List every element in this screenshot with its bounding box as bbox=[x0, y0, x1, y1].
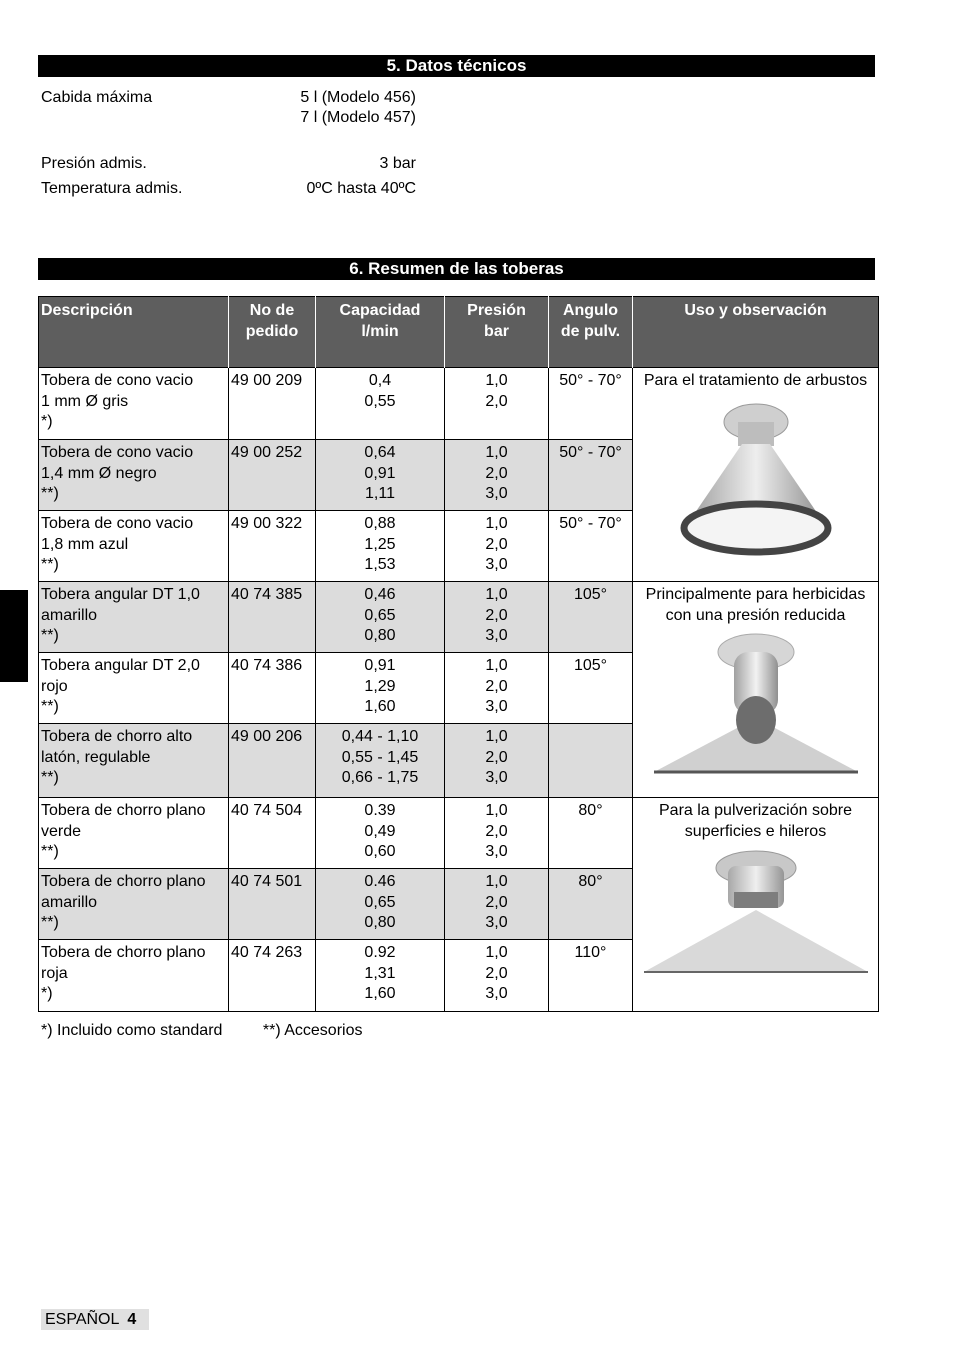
angular-nozzle-icon bbox=[646, 632, 866, 778]
cell-angle-line: 80° bbox=[578, 802, 603, 819]
cell-capacity-line: 0,66 - 1,75 bbox=[341, 769, 419, 786]
cell-angle bbox=[549, 440, 633, 511]
cell-pressure bbox=[445, 724, 549, 798]
cell-pressure-line: 1,0 bbox=[485, 586, 508, 603]
cell-capacity-line: 0,44 - 1,10 bbox=[341, 728, 419, 745]
cell-description-line: **) bbox=[41, 627, 59, 644]
cell-order-number-line: 49 00 322 bbox=[231, 515, 303, 532]
cell-capacity bbox=[316, 368, 445, 440]
cell-angle-line: 50° - 70° bbox=[559, 515, 622, 532]
cell-pressure-line: 1,0 bbox=[485, 802, 508, 819]
cell-order-number bbox=[229, 798, 316, 869]
cell-capacity-line: 1,11 bbox=[365, 485, 395, 502]
cell-order-number bbox=[229, 511, 316, 582]
cell-capacity bbox=[316, 440, 445, 511]
use-observation-text: Principalmente para herbicidas con una presión reducida bbox=[645, 586, 866, 624]
cell-pressure-line: 2,0 bbox=[485, 535, 508, 553]
cell-capacity bbox=[316, 869, 445, 940]
cell-pressure-line: 3,0 bbox=[485, 843, 508, 860]
cell-capacity-line: 1,53 bbox=[364, 556, 396, 573]
spec-value-capacity-456: 5 l (Modelo 456) bbox=[300, 89, 416, 106]
cell-capacity bbox=[316, 798, 445, 869]
cell-capacity-line: 1,29 bbox=[364, 677, 396, 695]
cell-capacity-line: 0,91 bbox=[364, 464, 396, 482]
cell-order-number-line: 40 74 501 bbox=[231, 873, 303, 890]
cell-pressure bbox=[445, 798, 549, 869]
cell-angle-line: 50° - 70° bbox=[559, 444, 622, 461]
cell-pressure-line: 3,0 bbox=[485, 914, 508, 931]
cell-capacity bbox=[316, 653, 445, 724]
cell-description-line: amarillo bbox=[41, 606, 98, 624]
header-pressure-text: Presión bar bbox=[467, 302, 526, 340]
cell-description-line: 1 mm Ø gris bbox=[41, 392, 129, 410]
footer-language: ESPAÑOL bbox=[45, 1311, 120, 1328]
header-capacity-text: Capacidad l/min bbox=[339, 302, 421, 340]
hollow-cone-nozzle-icon bbox=[676, 398, 836, 558]
cell-capacity-line: 0,49 bbox=[364, 822, 396, 840]
cell-pressure-line: 3,0 bbox=[485, 627, 508, 644]
spec-value-pressure: 3 bar bbox=[379, 155, 416, 172]
cell-pressure-line: 3,0 bbox=[485, 698, 508, 715]
cell-capacity-line: 0,4 bbox=[368, 372, 392, 389]
cell-pressure bbox=[445, 653, 549, 724]
cell-order-number bbox=[229, 582, 316, 653]
cell-pressure-line: 2,0 bbox=[485, 464, 508, 482]
cell-capacity-line: 0,80 bbox=[364, 914, 396, 931]
cell-pressure-line: 2,0 bbox=[485, 893, 508, 911]
cell-description-line: **) bbox=[41, 769, 59, 786]
cell-description-line: amarillo bbox=[41, 893, 98, 911]
cell-description-line: Tobera angular DT 2,0 bbox=[41, 657, 200, 674]
cell-pressure-line: 1,0 bbox=[485, 657, 508, 674]
cell-description bbox=[39, 869, 229, 940]
cell-use-observation bbox=[633, 582, 879, 798]
use-observation-text: Para la pulverización sobre superficies e hileros bbox=[659, 802, 852, 840]
spec-label-temperature: Temperatura admis. bbox=[41, 180, 183, 197]
nozzle-row bbox=[39, 582, 879, 653]
cell-description-line: verde bbox=[41, 822, 82, 840]
cell-capacity bbox=[316, 724, 445, 798]
cell-order-number-line: 40 74 385 bbox=[231, 586, 303, 603]
cell-description-line: Tobera de cono vacio bbox=[41, 444, 194, 461]
cell-pressure-line: 3,0 bbox=[485, 556, 508, 573]
use-observation-text: Para el tratamiento de arbustos bbox=[643, 372, 868, 389]
cell-capacity-line: 0,91 bbox=[364, 657, 396, 674]
footnote-standard: *) Incluido como standard bbox=[41, 1022, 223, 1039]
cell-capacity-line: 0,65 bbox=[364, 606, 396, 624]
cell-pressure-line: 1,0 bbox=[485, 444, 508, 461]
cell-description-line: roja bbox=[41, 964, 68, 982]
cell-description-line: *) bbox=[41, 985, 53, 1002]
cell-description-line: **) bbox=[41, 556, 59, 573]
cell-description-line: Tobera de chorro plano bbox=[41, 802, 206, 819]
cell-pressure bbox=[445, 940, 549, 1012]
cell-pressure-line: 3,0 bbox=[485, 485, 508, 502]
header-angle-text: Angulo de pulv. bbox=[560, 302, 621, 340]
cell-description-line: **) bbox=[41, 914, 59, 931]
cell-description-line: Tobera de cono vacio bbox=[41, 515, 194, 532]
cell-pressure bbox=[445, 582, 549, 653]
cell-description-line: Tobera de chorro plano bbox=[41, 873, 206, 890]
cell-description-line: **) bbox=[41, 698, 59, 715]
cell-order-number-line: 40 74 386 bbox=[231, 657, 303, 674]
cell-capacity bbox=[316, 511, 445, 582]
section-5-title: 5. Datos técnicos bbox=[38, 55, 875, 77]
cell-description-line: 1,4 mm Ø negro bbox=[41, 464, 157, 482]
section-6-title: 6. Resumen de las toberas bbox=[38, 258, 875, 280]
footer-page-number: 4 bbox=[127, 1311, 137, 1328]
cell-order-number bbox=[229, 368, 316, 440]
cell-pressure bbox=[445, 368, 549, 440]
cell-pressure-line: 1,0 bbox=[485, 372, 508, 389]
header-description: Descripción bbox=[39, 297, 229, 368]
cell-description bbox=[39, 653, 229, 724]
cell-angle-line: 50° - 70° bbox=[559, 372, 622, 389]
cell-capacity-line: 0,60 bbox=[364, 843, 396, 860]
cell-capacity-line: 0.39 bbox=[364, 802, 396, 819]
cell-pressure-line: 2,0 bbox=[485, 748, 508, 766]
cell-order-number bbox=[229, 440, 316, 511]
cell-angle bbox=[549, 368, 633, 440]
cell-description-line: Tobera de cono vacio bbox=[41, 372, 194, 389]
header-order-number bbox=[229, 297, 316, 368]
nozzle-table bbox=[38, 296, 879, 1012]
cell-order-number-line: 40 74 263 bbox=[231, 944, 303, 961]
cell-description-line: **) bbox=[41, 843, 59, 860]
cell-capacity-line: 1,60 bbox=[364, 698, 396, 715]
cell-description-line: Tobera de chorro plano bbox=[41, 944, 206, 961]
flat-jet-nozzle-icon bbox=[640, 848, 872, 980]
cell-pressure bbox=[445, 869, 549, 940]
cell-pressure-line: 2,0 bbox=[485, 822, 508, 840]
cell-angle bbox=[549, 869, 633, 940]
cell-angle-line: 105° bbox=[573, 657, 608, 674]
cell-order-number-line: 49 00 252 bbox=[231, 444, 303, 461]
cell-pressure-line: 1,0 bbox=[485, 728, 508, 745]
cell-description-line: **) bbox=[41, 485, 59, 502]
spec-label-capacity: Cabida máxima bbox=[41, 89, 153, 106]
cell-capacity-line: 0.46 bbox=[364, 873, 396, 890]
cell-pressure-line: 2,0 bbox=[485, 606, 508, 624]
page-footer bbox=[41, 1309, 149, 1330]
cell-order-number bbox=[229, 869, 316, 940]
cell-pressure-line: 2,0 bbox=[485, 392, 508, 410]
footnotes bbox=[41, 1022, 398, 1040]
cell-pressure-line: 1,0 bbox=[485, 873, 508, 890]
cell-description-line: rojo bbox=[41, 677, 68, 695]
cell-description-line: Tobera angular DT 1,0 bbox=[41, 586, 200, 603]
cell-order-number-line: 49 00 209 bbox=[231, 372, 303, 389]
cell-angle-line: 110° bbox=[574, 944, 607, 961]
cell-description bbox=[39, 724, 229, 798]
cell-use-observation bbox=[633, 368, 879, 582]
cell-capacity-line: 0,55 - 1,45 bbox=[341, 748, 419, 766]
cell-order-number bbox=[229, 940, 316, 1012]
cell-angle bbox=[549, 940, 633, 1012]
cell-description-line: *) bbox=[41, 413, 53, 430]
cell-description bbox=[39, 440, 229, 511]
cell-description bbox=[39, 940, 229, 1012]
cell-capacity-line: 1,60 bbox=[364, 985, 396, 1002]
cell-capacity-line: 0,46 bbox=[364, 586, 396, 603]
cell-pressure-line: 3,0 bbox=[485, 769, 508, 786]
cell-order-number-line: 49 00 206 bbox=[231, 728, 303, 745]
cell-pressure bbox=[445, 511, 549, 582]
cell-pressure-line: 3,0 bbox=[485, 985, 508, 1002]
cell-order-number-line: 40 74 504 bbox=[231, 802, 303, 819]
cell-capacity-line: 0,55 bbox=[364, 392, 396, 410]
header-order-number-text: No de pedido bbox=[245, 302, 299, 340]
cell-pressure-line: 1,0 bbox=[485, 515, 508, 532]
cell-order-number bbox=[229, 724, 316, 798]
cell-description bbox=[39, 798, 229, 869]
cell-use-observation bbox=[633, 798, 879, 1012]
cell-description bbox=[39, 368, 229, 440]
cell-angle bbox=[549, 798, 633, 869]
header-use: Uso y observación bbox=[633, 297, 879, 368]
cell-capacity-line: 0,80 bbox=[364, 627, 396, 644]
cell-angle-line: 105° bbox=[573, 586, 608, 603]
cell-pressure-line: 2,0 bbox=[485, 964, 508, 982]
cell-angle bbox=[549, 724, 633, 798]
spec-label-pressure: Presión admis. bbox=[41, 155, 147, 172]
cell-angle bbox=[549, 582, 633, 653]
cell-capacity-line: 1,25 bbox=[364, 535, 396, 553]
cell-angle bbox=[549, 511, 633, 582]
footnote-accessories: **) Accesorios bbox=[262, 1022, 363, 1039]
header-angle bbox=[549, 297, 633, 368]
cell-capacity-line: 1,31 bbox=[364, 964, 396, 982]
cell-capacity bbox=[316, 582, 445, 653]
cell-pressure-line: 1,0 bbox=[485, 944, 508, 961]
spec-value-temperature: 0ºC hasta 40ºC bbox=[306, 180, 416, 197]
cell-description-line: 1,8 mm azul bbox=[41, 535, 129, 553]
nozzle-row bbox=[39, 368, 879, 440]
side-marker-tab bbox=[0, 590, 28, 682]
cell-pressure-line: 2,0 bbox=[485, 677, 508, 695]
nozzle-table-header bbox=[39, 297, 879, 368]
cell-description-line: latón, regulable bbox=[41, 748, 151, 766]
nozzle-row bbox=[39, 798, 879, 869]
cell-capacity-line: 0,88 bbox=[364, 515, 396, 532]
cell-capacity bbox=[316, 940, 445, 1012]
cell-angle-line: 80° bbox=[578, 873, 603, 890]
header-pressure bbox=[445, 297, 549, 368]
cell-capacity-line: 0,65 bbox=[364, 893, 396, 911]
cell-pressure bbox=[445, 440, 549, 511]
cell-capacity-line: 0.92 bbox=[364, 944, 396, 961]
cell-description bbox=[39, 582, 229, 653]
cell-order-number bbox=[229, 653, 316, 724]
cell-angle bbox=[549, 653, 633, 724]
header-capacity bbox=[316, 297, 445, 368]
cell-capacity-line: 0,64 bbox=[364, 444, 396, 461]
spec-value-capacity-457: 7 l (Modelo 457) bbox=[300, 109, 416, 126]
cell-description-line: Tobera de chorro alto bbox=[41, 728, 193, 745]
cell-description bbox=[39, 511, 229, 582]
